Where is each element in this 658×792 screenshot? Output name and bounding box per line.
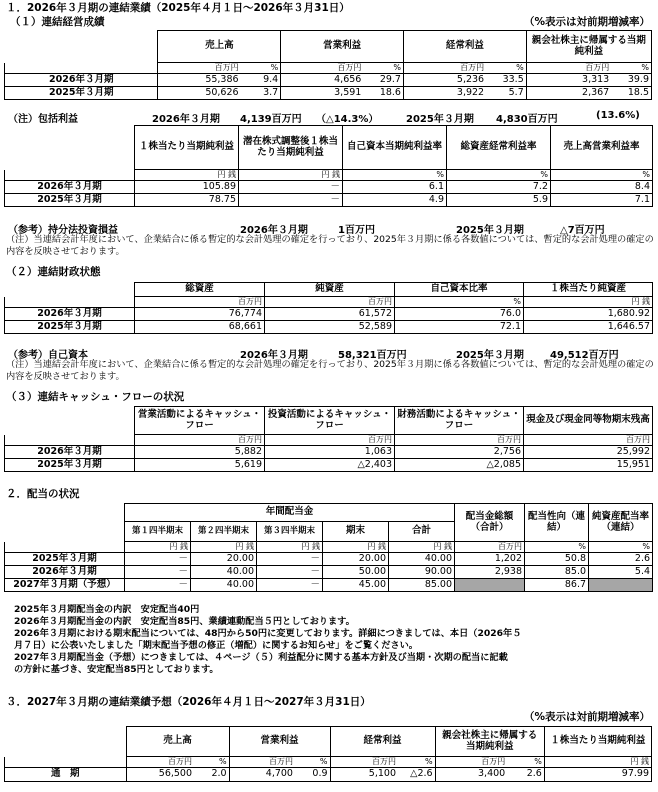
cell: 97.99 [544, 768, 651, 782]
equity-method-value-2: △7百万円 [560, 225, 605, 236]
cell: 20.00 [323, 553, 389, 566]
cell: 5,100 [330, 768, 398, 782]
cell: 4,656 [281, 74, 364, 87]
cell: 78.75 [135, 194, 239, 207]
cell: 7.1 [551, 194, 653, 207]
row-label: 2026年３月期 [5, 566, 125, 579]
own-capital-value-1: 58,321百万円 [338, 350, 407, 361]
own-capital-value-2: 49,512百万円 [550, 350, 619, 361]
unit: 百万円 [403, 63, 486, 74]
header-annual-dividends: 年間配当金 [125, 504, 455, 522]
header-sales: 売上高 [126, 727, 229, 757]
forecast-table [4, 726, 652, 782]
dividends-title: ２．配当の状況 [6, 488, 80, 500]
cell: 15,951 [524, 459, 653, 472]
cell: 5.4 [589, 566, 653, 579]
unit: % [551, 170, 653, 181]
cell: － [125, 579, 191, 592]
cell: 61,572 [265, 308, 395, 321]
header-ordinary-profit: 経常利益 [330, 727, 435, 757]
forecast-title: ３．2027年３月期の連結業績予想（2026年４月１日～2027年３月31日） [6, 696, 371, 708]
cell: 4.9 [343, 194, 447, 207]
unit: 百万円 [229, 757, 295, 768]
unit: 百万円 [265, 297, 395, 308]
cell-shaded [455, 579, 525, 592]
row-label: 2025年３月期 [5, 321, 135, 334]
dividend-note: 2026年３月期における期末配当については、48円から50円に変更しております。詳細につきましては、本日（2026年５ [14, 627, 522, 639]
cell: － [257, 579, 323, 592]
cell: 9.4 [241, 74, 281, 87]
row-label: 通 期 [5, 768, 127, 782]
unit: % [343, 170, 447, 181]
cell-shaded [589, 579, 653, 592]
cell: 6.1 [343, 181, 447, 194]
header-cash-balance: 現金及び現金同等物期末残高 [524, 407, 653, 435]
comprehensive-period-1: 2026年３月期 [152, 114, 220, 125]
cell: 5,619 [135, 459, 265, 472]
comprehensive-change-1: （△14.3%） [316, 114, 379, 125]
unit: 百万円 [265, 435, 395, 446]
dividends-table [4, 503, 653, 592]
header-q2: 第２四半期末 [191, 522, 257, 542]
own-capital-label: （参考）自己資本 [8, 350, 88, 361]
dividend-notes [14, 604, 654, 676]
cell: 18.5 [611, 87, 651, 100]
equity-method-label: （参考）持分法投資損益 [8, 225, 118, 236]
header-operating-profit: 営業利益 [281, 31, 404, 63]
unit: 百万円 [524, 435, 653, 446]
header-q1: 第１四半期末 [125, 522, 191, 542]
row-label: 2025年３月期 [5, 459, 135, 472]
cell: 4,700 [229, 768, 295, 782]
header-payout-ratio: 配当性向（連結） [525, 504, 589, 542]
cash-flow-table [4, 406, 653, 472]
note-1: （注）当連結会計年度において、企業結合に係る暫定的な会計処理の確定を行っており、2025年３月期に係る各数値については、暫定的な会計処理の確定の内容を反映させております。 [6, 234, 654, 257]
cell: 40.00 [191, 579, 257, 592]
dividend-note: の方針に基づき、安定配当85円としております。 [14, 663, 219, 675]
unit: 百万円 [158, 63, 241, 74]
cell: 40.00 [389, 553, 455, 566]
row-label: 2027年３月期（予想） [5, 579, 125, 592]
cell: 72.1 [395, 321, 524, 334]
header-ordinary-profit: 経常利益 [403, 31, 526, 63]
unit: % [447, 170, 551, 181]
unit: 円 銭 [125, 542, 191, 553]
section-1-title: １．2026年３月期の連結業績（2025年４月１日～2026年３月31日） [6, 2, 350, 14]
unit: 百万円 [126, 757, 194, 768]
header-operating-profit: 営業利益 [229, 727, 330, 757]
cell: △2,085 [395, 459, 524, 472]
cell: 52,589 [265, 321, 395, 334]
dividend-note: 月７日）に公表いたしました「期末配当予想の修正（増配）に関するお知らせ」をご覧ください。 [14, 639, 418, 651]
header-investing-cf: 投資活動によるキャッシュ・フロー [265, 407, 395, 435]
cell: 76,774 [135, 308, 265, 321]
cell: 2,756 [395, 446, 524, 459]
cell: － [257, 566, 323, 579]
header-total-assets: 総資産 [135, 283, 265, 297]
row-label: 2026年３月期 [5, 181, 135, 194]
forecast-pct-note: （%表示は対前期増減率） [523, 711, 650, 723]
row-label: 2025年３月期 [5, 194, 135, 207]
header-roe: 自己資本当期純利益率 [343, 126, 447, 170]
equity-method-value-1: 1百万円 [338, 225, 375, 236]
unit: % [525, 542, 589, 553]
cell: 90.00 [389, 566, 455, 579]
cell: 105.89 [135, 181, 239, 194]
row-label: 2026年３月期 [5, 74, 158, 87]
cell: 1,646.57 [524, 321, 653, 334]
header-eps: １株当たり当期純利益 [135, 126, 239, 170]
header-net-income: 親会社株主に帰属する当期純利益 [526, 31, 651, 63]
own-capital-period-2: 2025年３月期 [456, 350, 524, 361]
financial-position-title: （２）連結財政状態 [6, 266, 101, 278]
unit: 百万円 [395, 435, 524, 446]
operating-results-table [4, 30, 652, 100]
cell: 3,591 [281, 87, 364, 100]
cell: 2,367 [526, 87, 611, 100]
unit: 百万円 [526, 63, 611, 74]
unit: % [589, 542, 653, 553]
unit: 円 銭 [524, 297, 653, 308]
cell: 45.00 [323, 579, 389, 592]
unit: 円 銭 [135, 170, 239, 181]
cell: 5,882 [135, 446, 265, 459]
cell: △2,403 [265, 459, 395, 472]
cell: 5.9 [447, 194, 551, 207]
cell: 3,922 [403, 87, 486, 100]
cell: 3,313 [526, 74, 611, 87]
unit: 百万円 [435, 757, 507, 768]
row-label: 2026年３月期 [5, 446, 135, 459]
header-total: 合計 [389, 522, 455, 542]
cell: － [125, 566, 191, 579]
unit: 円 銭 [257, 542, 323, 553]
header-equity-ratio: 自己資本比率 [395, 283, 524, 297]
unit: % [611, 63, 651, 74]
unit: % [241, 63, 281, 74]
cell: 2,938 [455, 566, 525, 579]
unit: % [507, 757, 544, 768]
header-net-assets: 純資産 [265, 283, 395, 297]
unit: 百万円 [281, 63, 364, 74]
cell: 29.7 [363, 74, 403, 87]
own-capital-period-1: 2026年３月期 [240, 350, 308, 361]
cell: 0.9 [295, 768, 330, 782]
header-roa: 総資産経常利益率 [447, 126, 551, 170]
header-financing-cf: 財務活動によるキャッシュ・フロー [395, 407, 524, 435]
equity-method-period-1: 2026年３月期 [240, 225, 308, 236]
cell: △2.6 [398, 768, 435, 782]
unit: 百万円 [135, 297, 265, 308]
cell: 50,626 [158, 87, 241, 100]
row-label: 2025年３月期 [5, 553, 125, 566]
cell: 3,400 [435, 768, 507, 782]
cell: － [239, 194, 343, 207]
comprehensive-income-label: （注）包括利益 [8, 114, 78, 125]
cell: － [239, 181, 343, 194]
header-dividend-on-equity: 純資産配当率（連結） [589, 504, 653, 542]
unit: % [363, 63, 403, 74]
cell: 2.0 [194, 768, 229, 782]
cell: 3.7 [241, 87, 281, 100]
cell: 50.8 [525, 553, 589, 566]
header-total-dividends: 配当金総額（合計） [455, 504, 525, 542]
comprehensive-value-2: 4,830百万円 [496, 114, 558, 125]
cell: 40.00 [191, 566, 257, 579]
cell: 2.6 [589, 553, 653, 566]
cell: 85.0 [525, 566, 589, 579]
unit: 円 銭 [389, 542, 455, 553]
header-sales: 売上高 [158, 31, 281, 63]
unit: % [395, 297, 524, 308]
cell: 5,236 [403, 74, 486, 87]
comprehensive-period-2: 2025年３月期 [406, 114, 474, 125]
cell: 18.6 [363, 87, 403, 100]
cash-flow-title: （３）連結キャッシュ・フローの状況 [6, 391, 185, 403]
cell: 55,386 [158, 74, 241, 87]
cell: 33.5 [486, 74, 526, 87]
cell: 1,063 [265, 446, 395, 459]
unit: % [486, 63, 526, 74]
unit: % [194, 757, 229, 768]
unit: 円 銭 [544, 757, 651, 768]
cell: 76.0 [395, 308, 524, 321]
header-eps: １株当たり当期純利益 [544, 727, 651, 757]
header-bps: １株当たり純資産 [524, 283, 653, 297]
comprehensive-change-2: (13.6%) [596, 110, 640, 121]
cell: 86.7 [525, 579, 589, 592]
cell: 1,202 [455, 553, 525, 566]
header-operating-margin: 売上高営業利益率 [551, 126, 653, 170]
cell: 2.6 [507, 768, 544, 782]
unit: 百万円 [455, 542, 525, 553]
pct-note: （%表示は対前期増減率） [523, 16, 650, 28]
header-operating-cf: 営業活動によるキャッシュ・フロー [135, 407, 265, 435]
cell: 68,661 [135, 321, 265, 334]
dividend-note: 2026年３月期配当金の内訳 安定配当85円、業績連動配当５円としております。 [14, 615, 355, 627]
cell: 1,680.92 [524, 308, 653, 321]
cell: 8.4 [551, 181, 653, 194]
cell: 25,992 [524, 446, 653, 459]
cell: 5.7 [486, 87, 526, 100]
cell: － [257, 553, 323, 566]
unit: 百万円 [330, 757, 398, 768]
dividend-note: 2025年３月期配当金の内訳 安定配当40円 [14, 604, 200, 615]
operating-results-title: （１）連結経営成績 [10, 16, 105, 28]
unit: 円 銭 [323, 542, 389, 553]
cell: 20.00 [191, 553, 257, 566]
per-share-table [4, 125, 653, 207]
dividend-note: 2027年３月期配当金（予想）につきましては、４ページ（５）利益配分に関する基本方針及び当期・次期の配当に記載 [14, 651, 508, 663]
header-net-income: 親会社株主に帰属する当期純利益 [435, 727, 544, 757]
row-label: 2025年３月期 [5, 87, 158, 100]
cell: 7.2 [447, 181, 551, 194]
unit: % [398, 757, 435, 768]
header-year-end: 期末 [323, 522, 389, 542]
row-label: 2026年３月期 [5, 308, 135, 321]
comprehensive-value-1: 4,139百万円 [240, 114, 302, 125]
cell: 39.9 [611, 74, 651, 87]
unit: 円 銭 [191, 542, 257, 553]
equity-method-period-2: 2025年３月期 [456, 225, 524, 236]
note-2: （注）当連結会計年度において、企業結合に係る暫定的な会計処理の確定を行っており、2025年３月期に係る各数値については、暫定的な会計処理の確定の内容を反映させております。 [6, 359, 654, 382]
cell: 50.00 [323, 566, 389, 579]
header-q3: 第３四半期末 [257, 522, 323, 542]
cell: － [125, 553, 191, 566]
unit: 百万円 [135, 435, 265, 446]
header-diluted-eps: 潜在株式調整後１株当たり当期純利益 [239, 126, 343, 170]
cell: 56,500 [126, 768, 194, 782]
unit: % [295, 757, 330, 768]
cell: 85.00 [389, 579, 455, 592]
financial-position-table [4, 282, 653, 334]
unit: 円 銭 [239, 170, 343, 181]
